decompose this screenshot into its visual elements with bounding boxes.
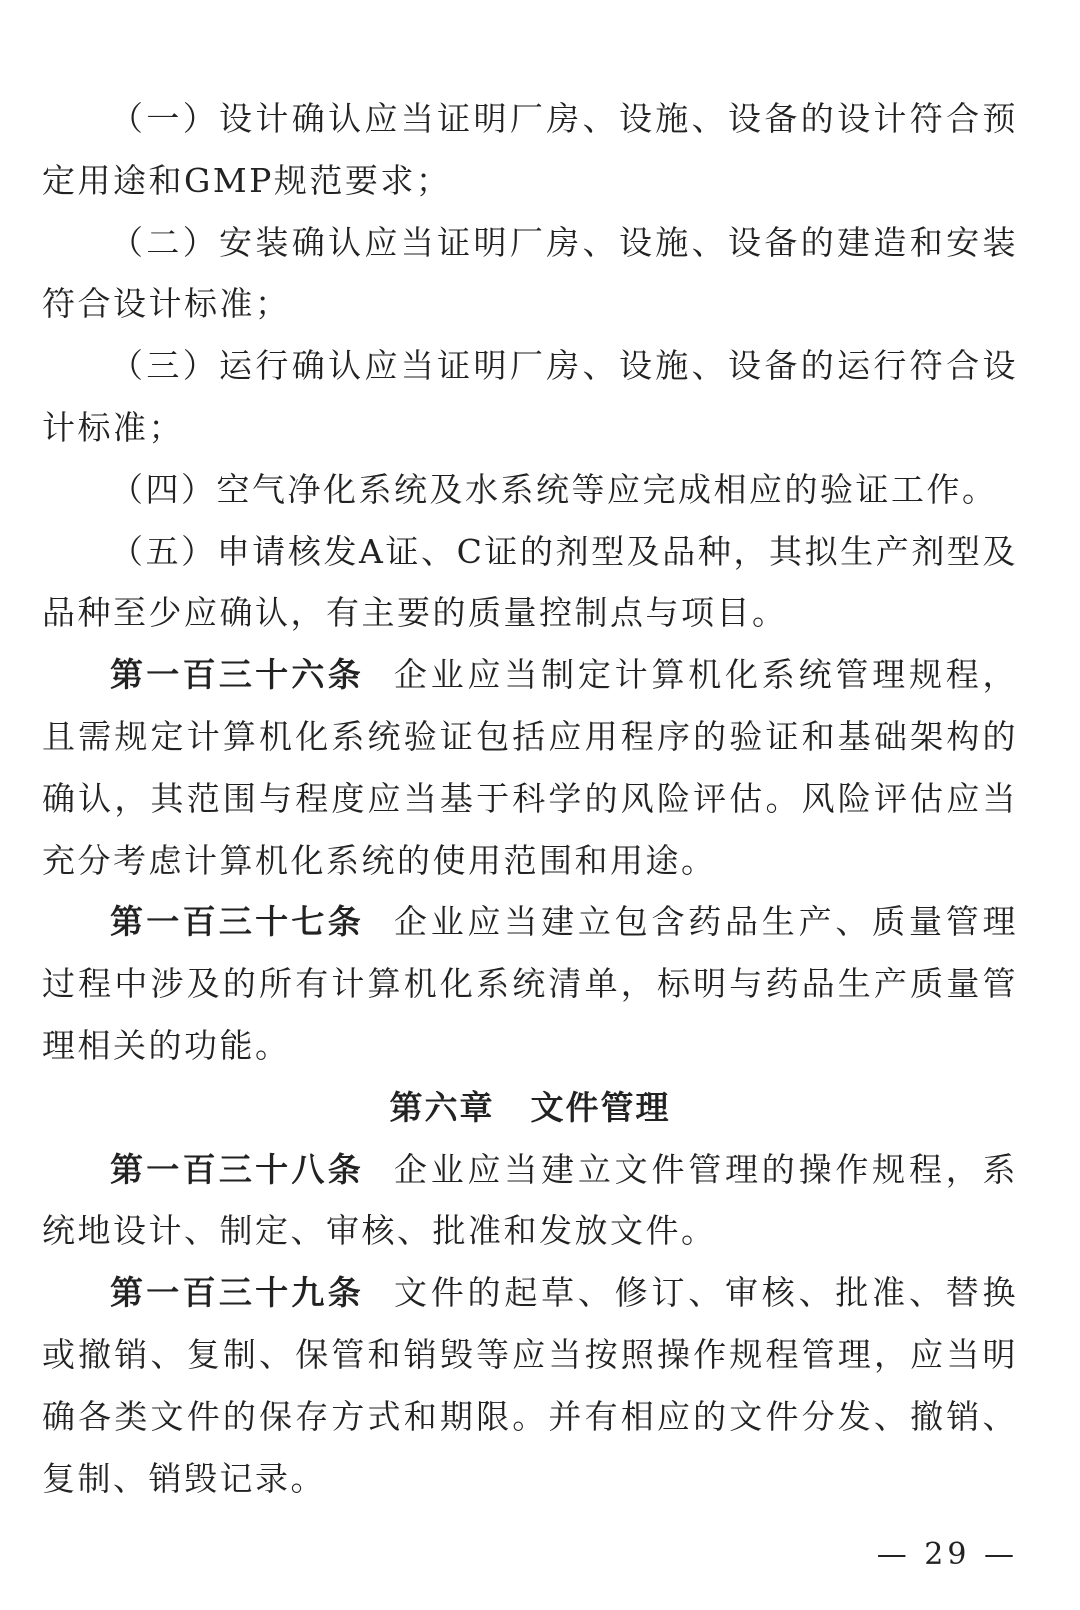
article-136 — [42, 644, 1018, 891]
chapter-number: 第六章 — [389, 1087, 495, 1127]
article-139 — [42, 1262, 1018, 1509]
article-136-text: 企业应当制定计算机化系统管理规程，且需规定计算机化系统验证包括应用程序的验证和基础架构的确认，其范围与程度应当基于科学的风险评估。风险评估应当充分考虑计算机化系统的使用范围和用途。 — [42, 655, 1019, 880]
article-137-text: 企业应当建立包含药品生产、质量管理过程中涉及的所有计算机化系统清单，标明与药品生产质量管理相关的功能。 — [42, 902, 1019, 1065]
document-page — [42, 88, 1018, 1509]
article-136-label: 第一百三十六条 — [110, 655, 364, 695]
clause-three: （三）运行确认应当证明厂房、设施、设备的运行符合设计标准； — [42, 346, 1018, 447]
article-137 — [42, 891, 1018, 1076]
article-138-text: 企业应当建立文件管理的操作规程，系统地设计、制定、审核、批准和发放文件。 — [42, 1149, 1019, 1251]
clause-five: （五）申请核发A证、C证的剂型及品种，其拟生产剂型及品种至少应确认，有主要的质量控制点与项目。 — [42, 531, 1018, 633]
chapter-title: 文件管理 — [530, 1087, 671, 1127]
article-139-text: 文件的起草、修订、审核、批准、替换或撤销、复制、保管和销毁等应当按照操作规程管理，应当明确各类文件的保存方式和期限。并有相应的文件分发、撤销、复制、销毁记录。 — [42, 1273, 1019, 1498]
clause-two: （二）安装确认应当证明厂房、设施、设备的建造和安装符合设计标准； — [42, 222, 1018, 324]
page-number: — 29 — — [876, 1537, 1018, 1572]
article-139-label: 第一百三十九条 — [110, 1273, 364, 1313]
article-138 — [42, 1139, 1018, 1263]
clause-four: （四）空气净化系统及水系统等应完成相应的验证工作。 — [110, 469, 998, 509]
article-138-label: 第一百三十八条 — [110, 1149, 364, 1189]
clause-one: （一）设计确认应当证明厂房、设施、设备的设计符合预定用途和GMP规范要求； — [42, 99, 1018, 200]
article-137-label: 第一百三十七条 — [110, 902, 364, 942]
chapter-heading — [42, 1077, 1018, 1139]
